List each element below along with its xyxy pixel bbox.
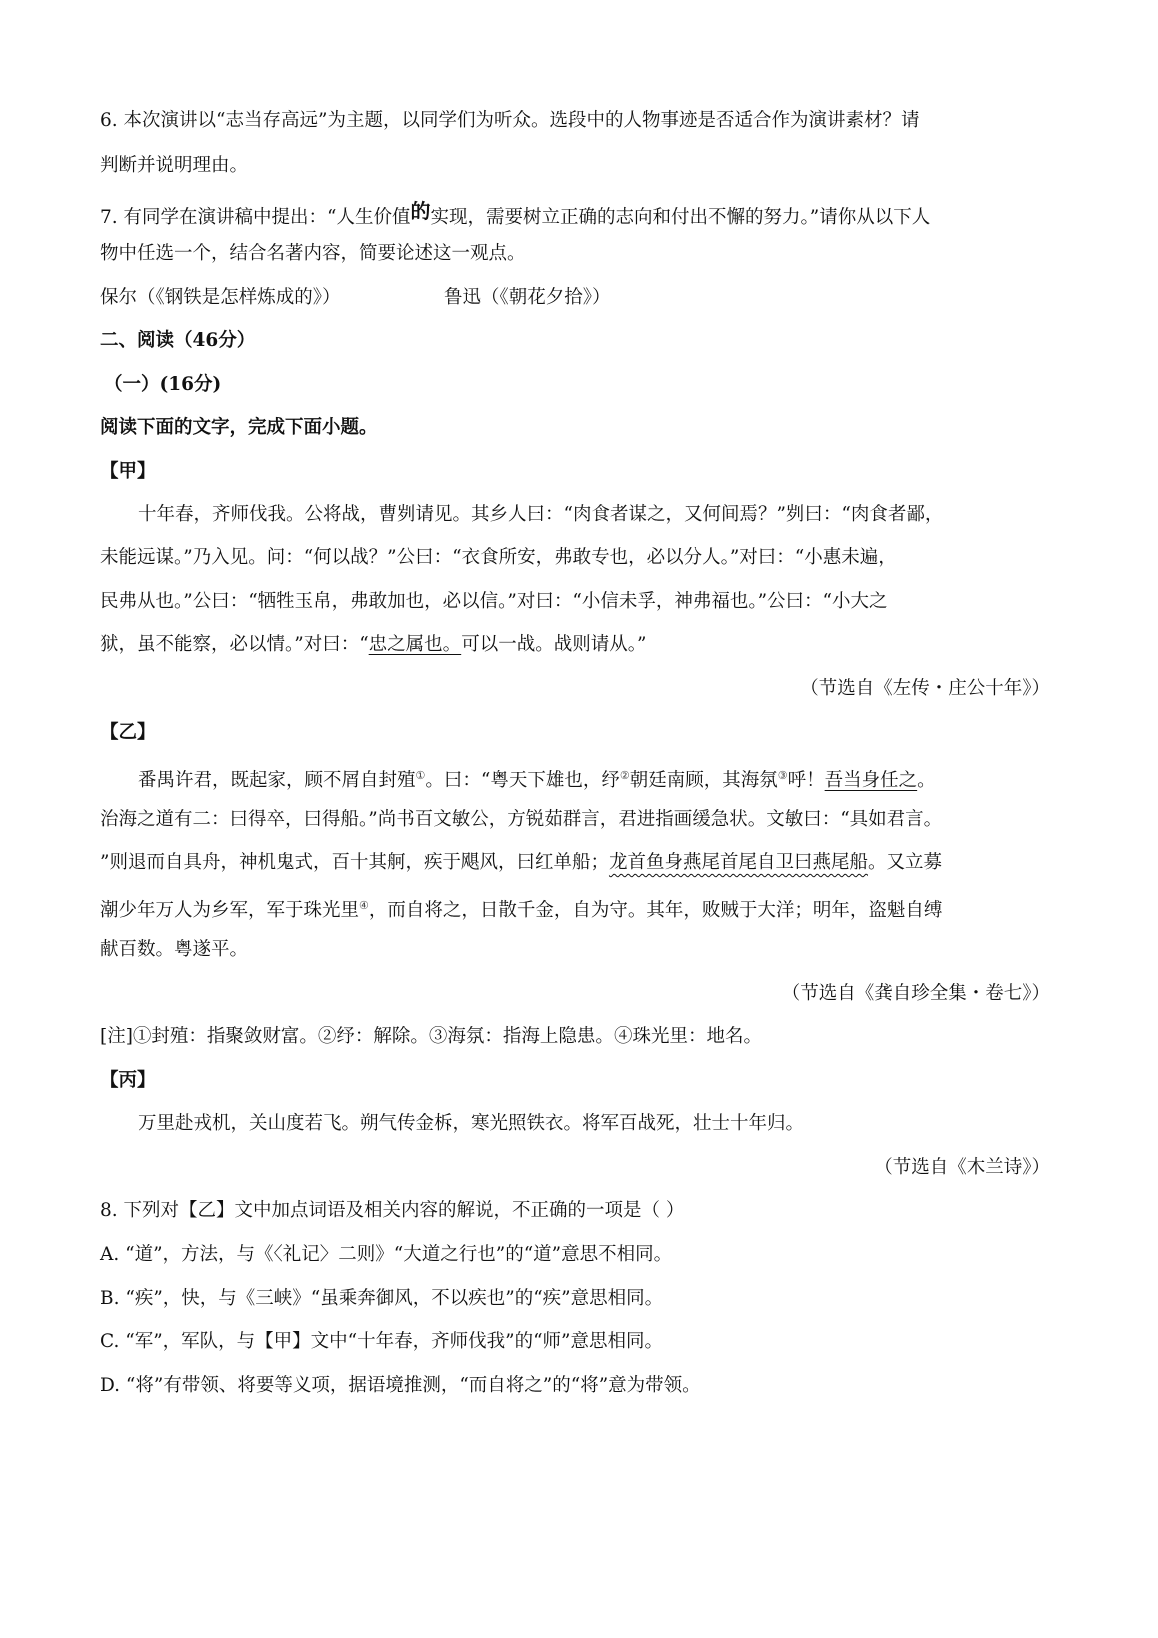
yi-line-4-a: 潮少年万人为乡军，军于珠光里 bbox=[100, 900, 360, 921]
yi-line-2: 治海之道有二：曰得卒，曰得船。”尚书百文敏公，方锐茹群言，君进指画缓急状。文敏曰：“具如君言。 bbox=[100, 809, 943, 830]
q7-line-1-de: 的 bbox=[410, 199, 431, 223]
yi-line-1-e: 。 bbox=[917, 770, 936, 791]
jia-line-4 bbox=[100, 632, 646, 658]
reading-instruction: 阅读下面的文字，完成下面小题。 bbox=[100, 417, 378, 438]
yi-line-4 bbox=[100, 893, 942, 924]
bing-source: （节选自《木兰诗》） bbox=[874, 1157, 1050, 1178]
footnote-marker-2: ② bbox=[619, 769, 630, 782]
yi-line-3-a: ”则退而自具舟，神机鬼式，百十其舸，疾于飓风，曰红单船； bbox=[100, 852, 609, 873]
yi-line-4-b: ，而自将之，日散千金，自为守。其年，败贼于大洋；明年，盗魁自缚 bbox=[368, 900, 943, 921]
yi-line-1-d: 呼！ bbox=[787, 770, 825, 791]
yi-line-1-c: 朝廷南顾，其海氛 bbox=[629, 770, 778, 791]
passage-bing-label: 【丙】 bbox=[100, 1070, 156, 1091]
passage-yi-label: 【乙】 bbox=[100, 722, 156, 743]
q7-line-1-a: 7. 有同学在演讲稿中提出：“人生价值 bbox=[100, 207, 411, 228]
q7-line-1 bbox=[100, 198, 930, 231]
q8-option-b: B. “疾”，快，与《三峡》“虽乘奔御风，不以疾也”的“疾”意思相同。 bbox=[100, 1288, 664, 1309]
yi-line-1 bbox=[138, 763, 936, 794]
q6-line-1: 6. 本次演讲以“志当存高远”为主题，以同学们为听众。选段中的人物事迹是否适合作为演讲素材？请 bbox=[100, 110, 920, 131]
jia-line-4-b: 可以一战。战则请从。” bbox=[461, 634, 647, 655]
jia-line-1: 十年春，齐师伐我。公将战，曹刿请见。其乡人曰：“肉食者谋之，又何间焉？”刿曰：“肉食者鄙， bbox=[138, 504, 944, 525]
yi-annotation: [注]①封殖：指聚敛财富。②纾：解除。③海氛：指海上隐患。④珠光里：地名。 bbox=[100, 1026, 762, 1047]
q8-option-d: D. “将”有带领、将要等义项，据语境推测，“而自将之”的“将”意为带领。 bbox=[100, 1375, 701, 1396]
jia-line-3: 民弗从也。”公曰：“牺牲玉帛，弗敢加也，必以信。”对曰：“小信未孚，神弗福也。”公曰：“小大之 bbox=[100, 591, 888, 612]
q8-option-a: A. “道”，方法，与《〈礼记〉二则》“大道之行也”的“道”意思不相同。 bbox=[100, 1244, 673, 1265]
q7-option-1: 保尔（《钢铁是怎样炼成的》） bbox=[100, 287, 341, 308]
part-one-title: （一）(16分) bbox=[104, 374, 222, 395]
q7-line-2: 物中任选一个，结合名著内容，简要论述这一观点。 bbox=[100, 243, 526, 264]
passage-jia-label: 【甲】 bbox=[100, 461, 156, 482]
yi-line-1-a: 番禺许君，既起家，顾不屑自封殖 bbox=[138, 770, 416, 791]
jia-underlined-phrase: 忠之属也。 bbox=[368, 634, 462, 655]
yi-wavy-underlined-phrase: 龙首鱼身燕尾首尾自卫曰燕尾船 bbox=[608, 852, 868, 873]
jia-line-2: 未能远谋。”乃入见。问：“何以战？”公曰：“衣食所安，弗敢专也，必以分人。”对曰：“小惠未遍， bbox=[100, 547, 897, 568]
yi-source: （节选自《龚自珍全集・卷七》） bbox=[781, 983, 1050, 1004]
yi-line-1-b: 。曰：“粤天下雄也，纾 bbox=[425, 770, 620, 791]
jia-line-4-a: 狱，虽不能察，必以情。”对曰：“ bbox=[100, 634, 369, 655]
yi-underlined-phrase: 吾当身任之 bbox=[824, 770, 918, 791]
q6-line-2: 判断并说明理由。 bbox=[100, 155, 249, 176]
footnote-marker-4: ④ bbox=[359, 899, 369, 912]
section-title: 二、阅读（46分） bbox=[100, 330, 256, 351]
footnote-marker-1: ① bbox=[415, 769, 426, 782]
yi-line-5: 献百数。粤遂平。 bbox=[100, 939, 249, 960]
q8-stem: 8. 下列对【乙】文中加点词语及相关内容的解说，不正确的一项是（ ） bbox=[100, 1200, 685, 1221]
yi-line-3-b: 。又立募 bbox=[867, 852, 942, 873]
q7-line-1-b: 实现，需要树立正确的志向和付出不懈的努力。”请你从以下人 bbox=[430, 207, 931, 228]
q7-option-2: 鲁迅（《朝花夕拾》） bbox=[444, 287, 611, 308]
bing-line-1: 万里赴戎机，关山度若飞。朔气传金柝，寒光照铁衣。将军百战死，壮士十年归。 bbox=[138, 1113, 805, 1134]
yi-line-3 bbox=[100, 850, 942, 876]
jia-source: （节选自《左传・庄公十年》） bbox=[800, 678, 1050, 699]
q8-option-c: C. “军”，军队，与【甲】文中“十年春，齐师伐我”的“师”意思相同。 bbox=[100, 1331, 664, 1352]
footnote-marker-3: ③ bbox=[777, 769, 788, 782]
